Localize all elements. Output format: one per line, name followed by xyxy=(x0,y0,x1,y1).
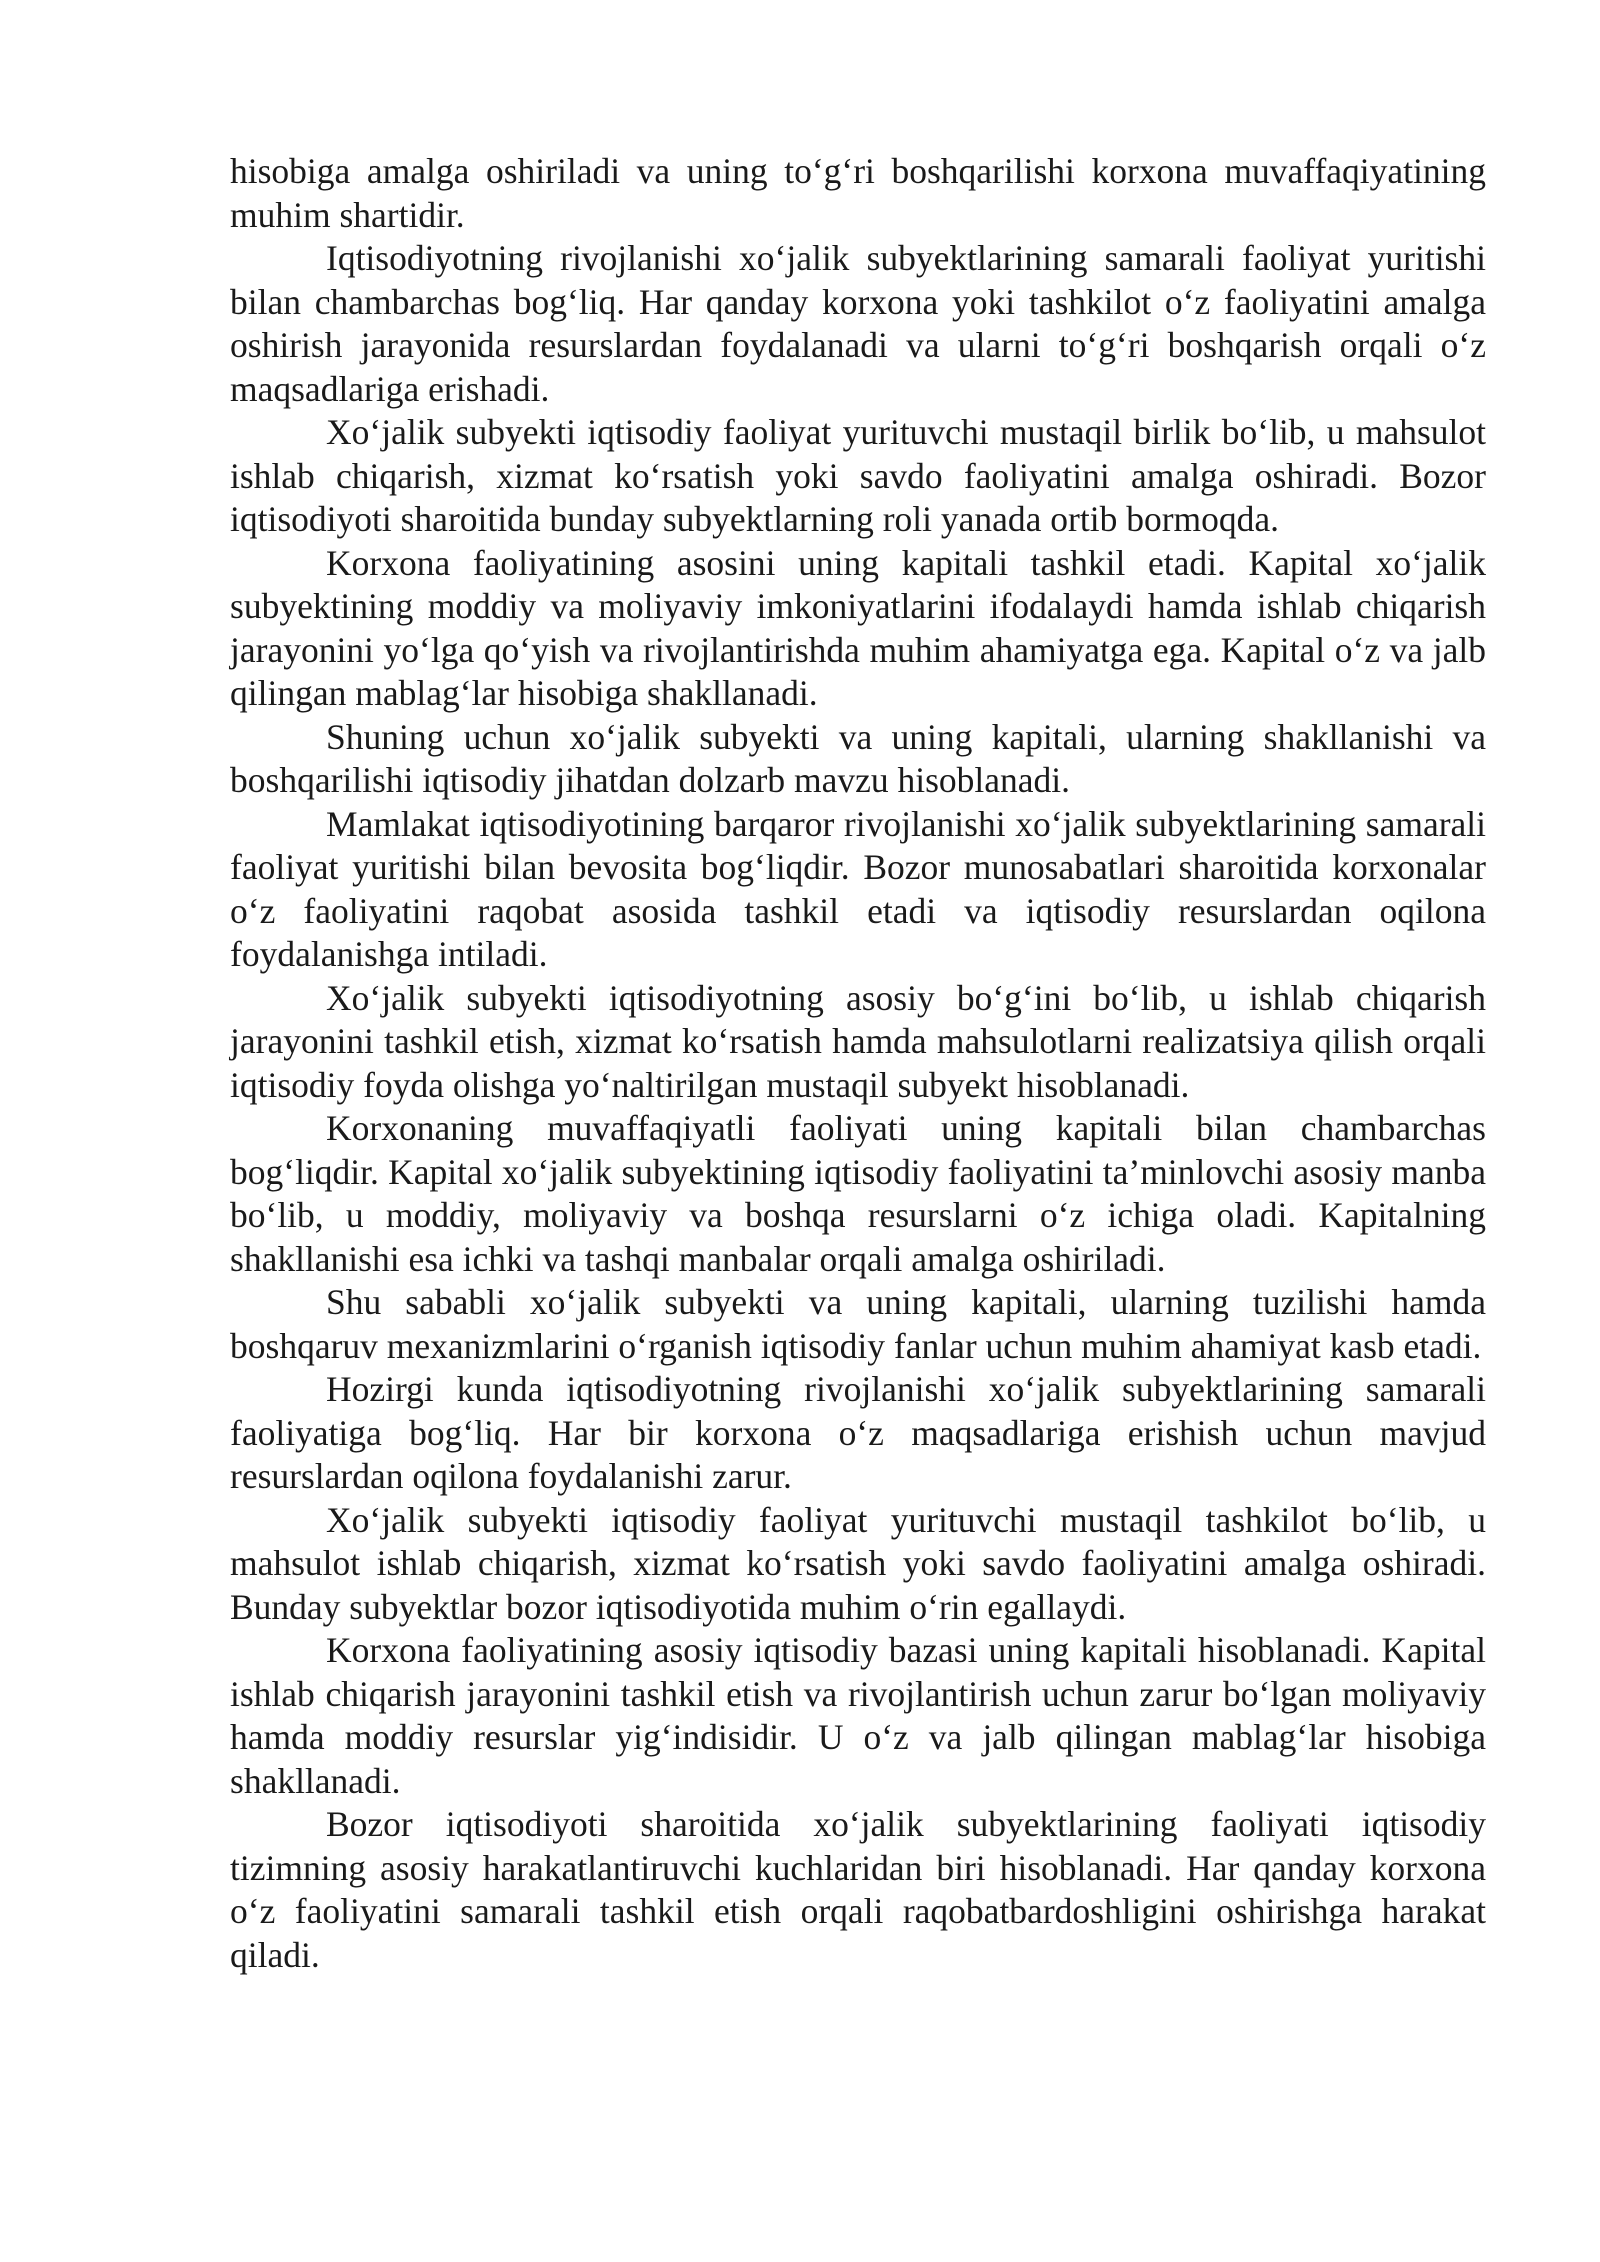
paragraph: Xo‘jalik subyekti iqtisodiyotning asosiy bo‘g‘ini bo‘lib, u ishlab chiqarish jarayonini tashkil etish, xizmat ko‘rsatish hamda mahsulotlarni realizatsiya qilish orqali iqtisodiy foyda olishga yo‘naltirilgan mustaqil subyekt hisoblanadi. xyxy=(230,977,1486,1105)
paragraph: Shu sababli xo‘jalik subyekti va uning kapitali, ularning tuzilishi hamda boshqaruv mexanizmlarini o‘rganish iqtisodiy fanlar uchun muhim ahamiyat kasb etadi. xyxy=(230,1282,1486,1366)
document-body xyxy=(230,150,1486,1977)
paragraph: Xo‘jalik subyekti iqtisodiy faoliyat yurituvchi mustaqil tashkilot bo‘lib, u mahsulot ishlab chiqarish, xizmat ko‘rsatish yoki savdo faoliyatini amalga oshiradi. Bunday subyektlar bozor iqtisodiyotida muhim o‘rin egallaydi. xyxy=(230,1499,1486,1627)
paragraph-continuation: hisobiga amalga oshiriladi va uning to‘g‘ri boshqarilishi korxona muvaffaqiyatining muhim shartidir. xyxy=(230,151,1486,235)
paragraph: Shuning uchun xo‘jalik subyekti va uning kapitali, ularning shakllanishi va boshqarilishi iqtisodiy jihatdan dolzarb mavzu hisoblanadi. xyxy=(230,716,1486,800)
paragraph: Iqtisodiyotning rivojlanishi xo‘jalik subyektlarining samarali faoliyat yuritishi bilan chambarchas bog‘liq. Har qanday korxona yoki tashkilot o‘z faoliyatini amalga oshirish jarayonida resurslardan foydalanadi va ularni to‘g‘ri boshqarish orqali o‘z maqsadlariga erishadi. xyxy=(230,238,1486,409)
paragraph: Korxonaning muvaffaqiyatli faoliyati uning kapitali bilan chambarchas bog‘liqdir. Kapital xo‘jalik subyektining iqtisodiy faoliyatini ta’minlovchi asosiy manba bo‘lib, u moddiy, moliyaviy va boshqa resurslarni o‘z ichiga oladi. Kapitalning shakllanishi esa ichki va tashqi manbalar orqali amalga oshiriladi. xyxy=(230,1108,1486,1279)
paragraph: Korxona faoliyatining asosini uning kapitali tashkil etadi. Kapital xo‘jalik subyektining moddiy va moliyaviy imkoniyatlarini ifodalaydi hamda ishlab chiqarish jarayonini yo‘lga qo‘yish va rivojlantirishda muhim ahamiyatga ega. Kapital o‘z va jalb qilingan mablag‘lar hisobiga shakllanadi. xyxy=(230,542,1486,713)
paragraph: Mamlakat iqtisodiyotining barqaror rivojlanishi xo‘jalik subyektlarining samarali faoliyat yuritishi bilan bevosita bog‘liqdir. Bozor munosabatlari sharoitida korxonalar o‘z faoliyatini raqobat asosida tashkil etadi va iqtisodiy resurslardan oqilona foydalanishga intiladi. xyxy=(230,803,1486,974)
paragraph: Xo‘jalik subyekti iqtisodiy faoliyat yurituvchi mustaqil birlik bo‘lib, u mahsulot ishlab chiqarish, xizmat ko‘rsatish yoki savdo faoliyatini amalga oshiradi. Bozor iqtisodiyoti sharoitida bunday subyektlarning roli yanada ortib bormoqda. xyxy=(230,412,1486,539)
paragraph: Bozor iqtisodiyoti sharoitida xo‘jalik subyektlarining faoliyati iqtisodiy tizimning asosiy harakatlantiruvchi kuchlaridan biri hisoblanadi. Har qanday korxona o‘z faoliyatini samarali tashkil etish orqali raqobatbardoshligini oshirishga harakat qiladi. xyxy=(230,1804,1486,1975)
paragraph: Hozirgi kunda iqtisodiyotning rivojlanishi xo‘jalik subyektlarining samarali faoliyatiga bog‘liq. Har bir korxona o‘z maqsadlariga erishish uchun mavjud resurslardan oqilona foydalanishi zarur. xyxy=(230,1369,1486,1496)
paragraph: Korxona faoliyatining asosiy iqtisodiy bazasi uning kapitali hisoblanadi. Kapital ishlab chiqarish jarayonini tashkil etish va rivojlantirish uchun zarur bo‘lgan moliyaviy hamda moddiy resurslar yig‘indisidir. U o‘z va jalb qilingan mablag‘lar hisobiga shakllanadi. xyxy=(230,1630,1486,1801)
